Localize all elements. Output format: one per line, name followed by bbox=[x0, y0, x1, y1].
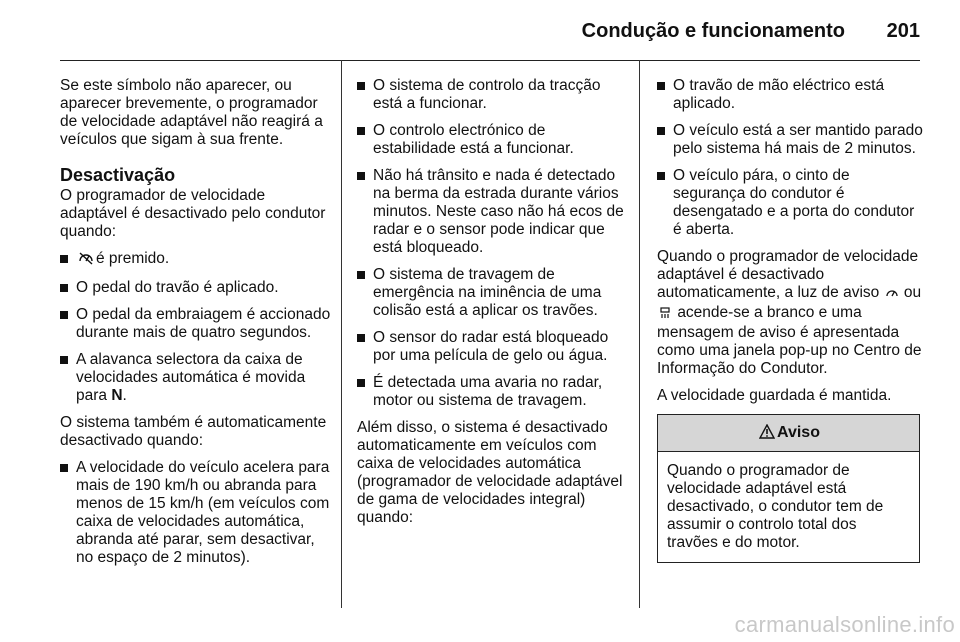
column-divider bbox=[341, 60, 342, 608]
cruise-cancel-icon bbox=[78, 251, 94, 270]
list-item: O pedal do travão é aplicado. bbox=[60, 279, 332, 297]
list-item: O pedal da embraiagem é accionado durante mais de quatro segundos. bbox=[60, 306, 332, 342]
page-number: 201 bbox=[886, 20, 920, 42]
list-item: é premido. bbox=[60, 250, 332, 270]
list-item: O sensor do radar está bloqueado por uma película de gelo ou água. bbox=[357, 329, 629, 365]
gear-n: N bbox=[111, 387, 123, 404]
adaptive-cruise-icon bbox=[659, 306, 671, 324]
list-item: A velocidade do veículo acelera para mais de 190 km/h ou abranda para menos de 15 km/h (em veículos com caixa de velocidades automática, abranda até parar, sem desactivar, no espaço de 2 minutos). bbox=[60, 459, 332, 567]
bullet bbox=[357, 127, 365, 135]
bullet bbox=[657, 127, 665, 135]
condition-list bbox=[357, 77, 629, 410]
page-header bbox=[60, 0, 920, 61]
stored-speed-paragraph: A velocidade guardada é mantida. bbox=[657, 387, 892, 404]
bullet bbox=[357, 334, 365, 342]
watermark: carmanualsonline.info bbox=[734, 612, 955, 637]
list-item: O sistema de travagem de emergência na iminência de uma colisão está a aplicar os travões. bbox=[357, 266, 629, 320]
list-item: O veículo está a ser mantido parado pelo sistema há mais de 2 minutos. bbox=[657, 122, 925, 158]
column-2 bbox=[357, 77, 629, 536]
list-item: Não há trânsito e nada é detectado na berma da estrada durante vários minutos. Neste caso não há ecos de radar e o sensor pode indicar que está bloqueado. bbox=[357, 167, 629, 257]
warning-light-paragraph: Quando o programador de velocidade adaptável é desactivado automaticamente, a luz de aviso ou acende-se a branco e uma mensagem de aviso é apresentada como uma janela pop-up no Centro de Informação do Condutor. bbox=[657, 248, 922, 377]
also-paragraph: O sistema também é automaticamente desactivado quando: bbox=[60, 414, 327, 449]
section-title: Condução e funcionamento bbox=[581, 20, 845, 42]
list-item: É detectada uma avaria no radar, motor ou sistema de travagem. bbox=[357, 374, 629, 410]
list-item: O controlo electrónico de estabilidade está a funcionar. bbox=[357, 122, 629, 158]
column-3 bbox=[657, 77, 925, 563]
list-item: A alavanca selectora da caixa de velocidades automática é movida para N. bbox=[60, 351, 332, 405]
heading-desactivacao: Desactivação bbox=[60, 165, 176, 185]
column-1 bbox=[60, 77, 332, 576]
bullet bbox=[657, 82, 665, 90]
warning-header bbox=[658, 415, 919, 452]
auto-deactivation-list bbox=[60, 459, 332, 567]
list-item: O sistema de controlo da tracção está a funcionar. bbox=[357, 77, 629, 113]
auto-condition-list bbox=[657, 77, 925, 239]
intro-paragraph: Se este símbolo não aparecer, ou aparecer brevemente, o programador de velocidade adaptável não reagirá a veículos que sigam à sua frente. bbox=[60, 77, 323, 148]
outro-paragraph: Além disso, o sistema é desactivado automaticamente em veículos com caixa de velocidades automática (programador de velocidade adaptável de gama de velocidades integral) quando: bbox=[357, 419, 623, 526]
bullet bbox=[60, 311, 68, 319]
warning-box bbox=[657, 414, 920, 563]
bullet bbox=[357, 271, 365, 279]
bullet bbox=[60, 464, 68, 472]
cruise-control-icon bbox=[886, 286, 898, 304]
deactivation-list bbox=[60, 250, 332, 405]
warning-body: Quando o programador de velocidade adaptável está desactivado, o condutor tem de assumir o controlo total dos travões e do motor. bbox=[667, 462, 884, 551]
bullet bbox=[60, 255, 68, 263]
bullet bbox=[357, 379, 365, 387]
list-item: O veículo pára, o cinto de segurança do condutor é desengatado e a porta do condutor é aberta. bbox=[657, 167, 925, 239]
list-item: O travão de mão eléctrico está aplicado. bbox=[657, 77, 925, 113]
bullet bbox=[60, 284, 68, 292]
bullet bbox=[657, 172, 665, 180]
bullet bbox=[357, 172, 365, 180]
lead-paragraph: O programador de velocidade adaptável é desactivado pelo condutor quando: bbox=[60, 187, 326, 240]
column-divider bbox=[639, 60, 640, 608]
warning-title: Aviso bbox=[777, 424, 820, 441]
bullet bbox=[60, 356, 68, 364]
warning-triangle-icon bbox=[759, 417, 775, 453]
bullet bbox=[357, 82, 365, 90]
